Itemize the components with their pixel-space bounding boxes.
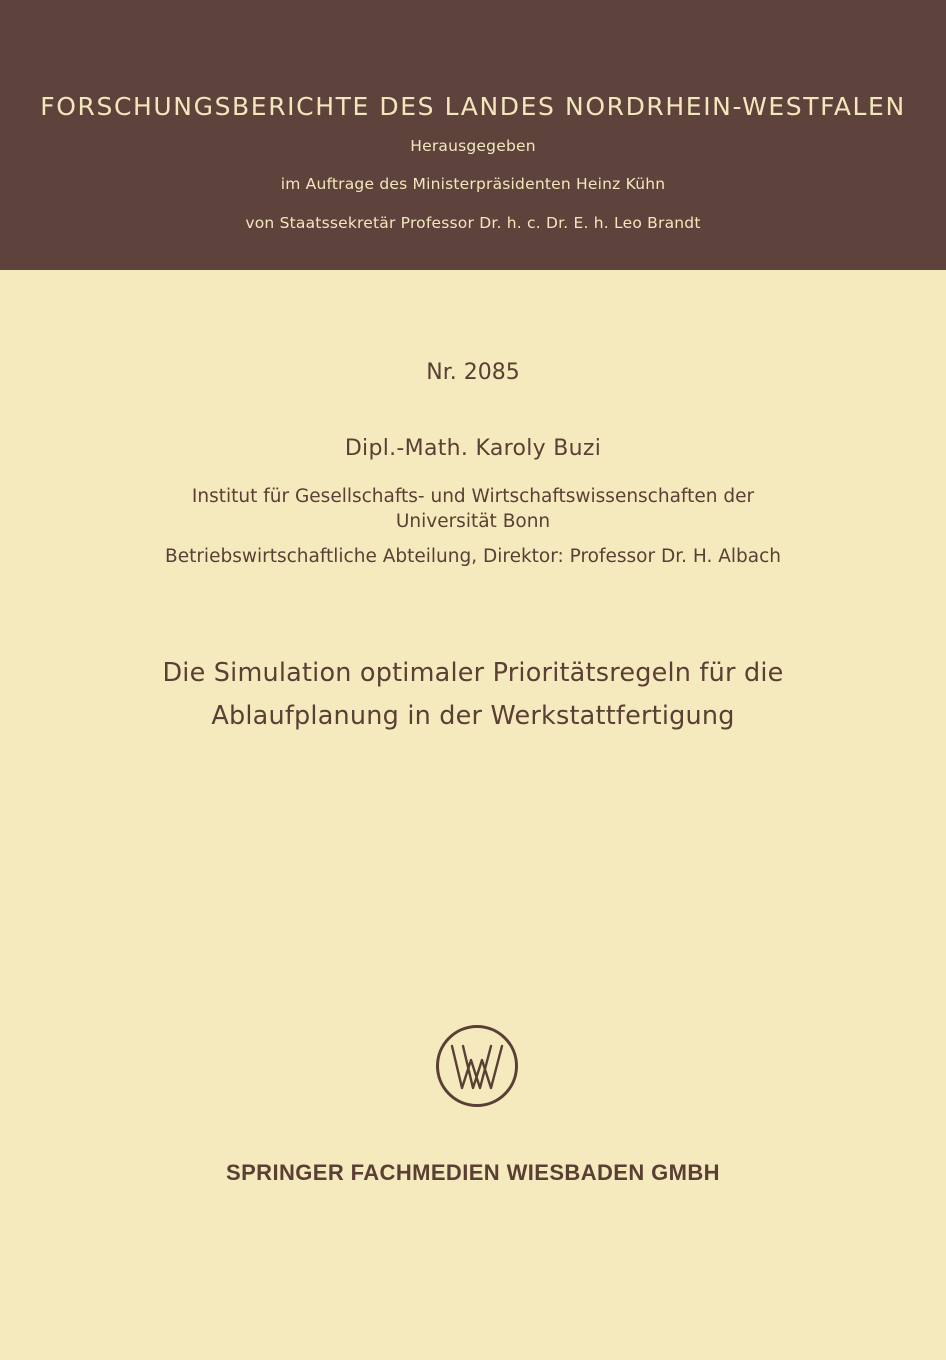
series-edited-line: Herausgegeben [410,137,536,155]
series-commission-line: im Auftrage des Ministerpräsidenten Heinz Kühn [280,175,666,193]
westdeutscher-verlag-w-logo-icon [435,1024,519,1108]
series-title: FORSCHUNGSBERICHTE DES LANDES NORDRHEIN-WESTFALEN [40,92,906,121]
report-number: Nr. 2085 [426,360,520,385]
publisher-name: SPRINGER FACHMEDIEN WIESBADEN GMBH [226,1160,720,1185]
book-title-line-1: Die Simulation optimaler Prioritätsregeln für die [162,658,784,688]
book-title [0,652,946,738]
institute-block [0,484,946,534]
institute-line-1: Institut für Gesellschafts- und Wirtschaftswissenschaften der [191,486,755,507]
series-editor-line: von Staatssekretär Professor Dr. h. c. Dr. E. h. Leo Brandt [245,214,701,232]
author-name: Dipl.-Math. Karoly Buzi [344,436,602,461]
book-title-line-2: Ablaufplanung in der Werkstattfertigung [211,701,735,731]
series-header-band [0,0,946,270]
institute-line-2: Universität Bonn [395,511,551,532]
department-line: Betriebswirtschaftliche Abteilung, Direktor: Professor Dr. H. Albach [165,546,781,567]
